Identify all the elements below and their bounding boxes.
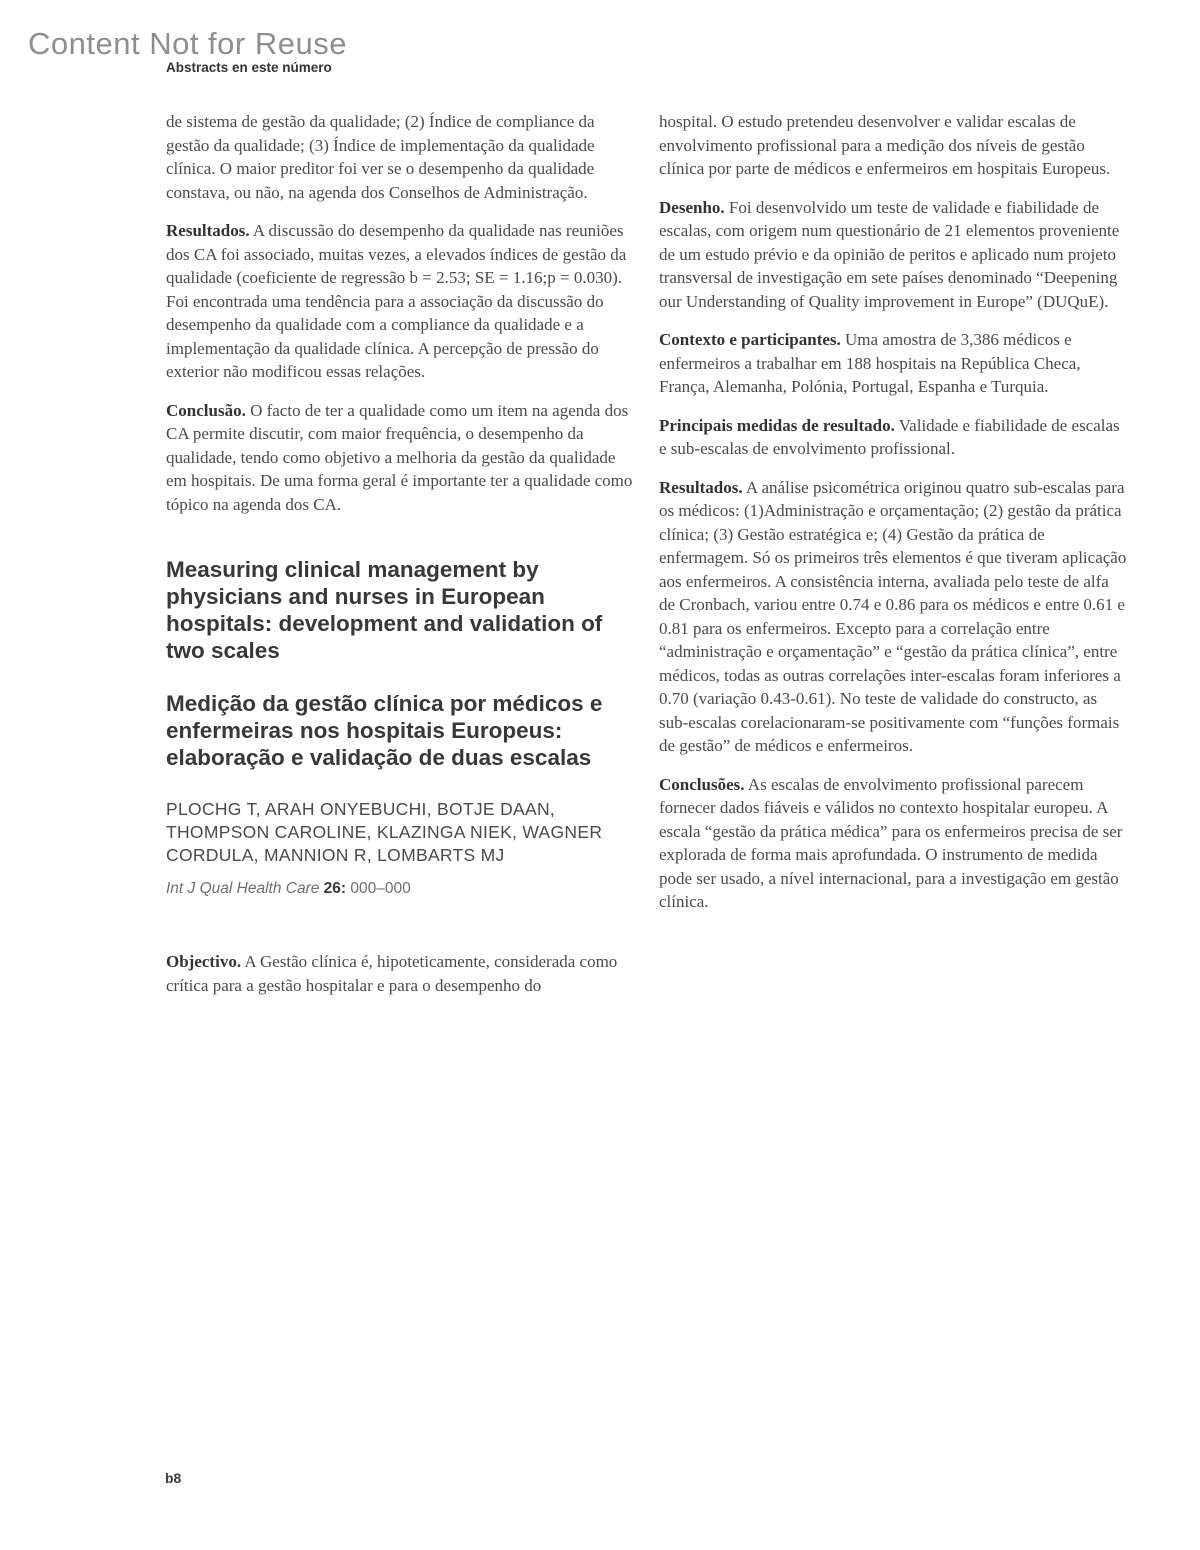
page-number-label: b8 xyxy=(165,1470,182,1486)
left-column xyxy=(166,110,635,997)
content-not-for-reuse-watermark: Content Not for Reuse xyxy=(28,26,347,61)
paragraph-text: O facto de ter a qualidade como um item na agenda dos CA permite discutir, com maior frequência, o desempenho da qualidade, tendo como objetivo a melhoria da gestão da qualidade em hospitais. De uma forma geral é importante ter a qualidade como tópico na agenda dos CA. xyxy=(166,400,633,514)
paragraph-lead: Conclusão. xyxy=(166,400,246,420)
paragraph-text: As escalas de envolvimento profissional parecem fornecer dados fiáveis e válidos no contexto hospitalar europeu. A escala “gestão da prática médica” para os enfermeiros precisa de ser explorada de forma mais aprofundada. O instrumento de medida pode ser usado, a nível internacional, para a investigação em gestão clínica. xyxy=(659,774,1123,911)
paragraph-text: Validade e fiabilidade de escalas e sub-escalas de envolvimento profissional. xyxy=(659,415,1120,458)
paragraph-conclusoes xyxy=(659,773,1128,914)
paragraph-text: hospital. O estudo pretendeu desenvolver e validar escalas de envolvimento profissional para a medição dos níveis de gestão clínica por parte de médicos e enfermeiros em hospitais Europeus. xyxy=(659,112,1111,178)
paragraph-lead: Principais medidas de resultado. xyxy=(659,415,895,435)
paragraph-lead: Objectivo. xyxy=(166,952,242,971)
journal-volume: 26: xyxy=(323,880,347,897)
paragraph-medidas xyxy=(659,414,1128,461)
abstract-columns xyxy=(166,110,1128,997)
paragraph-text: A discussão do desempenho da qualidade nas reuniões dos CA foi associado, muitas vezes, a elevados índices de gestão da qualidade (coeficiente de regressão b = 2.53; SE = 1.16;p = 0.030). Foi encontrada uma tendência para a associação da discussão do desempenho da qualidade com a compliance da qualidade e a implementação da qualidade clínica. A percepção de pressão do exterior não modificou essas relações. xyxy=(166,221,627,381)
author-list: PLOCHG T, ARAH ONYEBUCHI, BOTJE DAAN, THOMPSON CAROLINE, KLAZINGA NIEK, WAGNER CORDULA, MANNION R, LOMBARTS MJ xyxy=(166,799,603,865)
paragraph-continuation xyxy=(166,110,635,204)
journal-name: Int J Qual Health Care xyxy=(166,880,320,897)
paragraph-text: Foi desenvolvido um teste de validade e fiabilidade de escalas, com origem num questionário de 21 elementos proveniente de um estudo prévio e da opinião de peritos e aplicado num projeto transversal de investigação em sete países denominado “Deepening our Understanding of Quality improvement in Europe” (DUQuE). xyxy=(659,197,1120,311)
paragraph-resultados xyxy=(659,476,1128,758)
paragraph-lead: Resultados. xyxy=(659,477,743,497)
right-column xyxy=(659,110,1128,997)
paragraph-lead: Contexto e participantes. xyxy=(659,330,841,349)
paragraph-resultados xyxy=(166,219,635,384)
article-title-portuguese: Medição da gestão clínica por médicos e enfermeiras nos hospitais Europeus: elaboração e validação de duas escalas xyxy=(166,691,603,770)
paragraph-objectivo xyxy=(166,950,635,997)
paragraph-text: A Gestão clínica é, hipoteticamente, considerada como crítica para a gestão hospitalar e para o desempenho do xyxy=(166,952,618,995)
journal-citation xyxy=(166,880,635,898)
paragraph-lead: Conclusões. xyxy=(659,774,745,794)
paragraph-desenho xyxy=(659,196,1128,314)
paragraph-continuation xyxy=(659,110,1128,181)
paragraph-contexto xyxy=(659,328,1128,399)
journal-pages: 000–000 xyxy=(350,880,411,897)
paragraph-text: de sistema de gestão da qualidade; (2) Índice de compliance da gestão da qualidade; (3) Índice de implementação da qualidade clínica. O maior preditor foi ver se o desempenho da qualidade constava, ou não, na agenda dos Conselhos de Administração. xyxy=(166,112,595,202)
paragraph-lead: Resultados. xyxy=(166,221,250,240)
paragraph-conclusao xyxy=(166,399,635,517)
paragraph-text: Uma amostra de 3,386 médicos e enfermeiros a trabalhar em 188 hospitais na República Checa, França, Alemanha, Polónia, Portugal, Espanha e Turquia. xyxy=(659,330,1081,396)
article-title-english: Measuring clinical management by physicians and nurses in European hospitals: development and validation of two scales xyxy=(166,557,603,663)
paragraph-lead: Desenho. xyxy=(659,197,725,217)
abstracts-section-title: Abstracts en este número xyxy=(166,60,332,75)
paragraph-text: A análise psicométrica originou quatro sub-escalas para os médicos: (1)Administração e orçamentação; (2) gestão da prática clínica; (3) Gestão estratégica e; (4) Gestão da prática de enfermagem. Só os primeiros três elementos é que tiveram aplicação aos enfermeiros. A consistência interna, avaliada pelo teste de alfa de Cronbach, variou entre 0.74 e 0.86 para os médicos e entre 0.61 e 0.81 para os enfermeiros. Excepto para a correlação entre “administração e orçamentação” e “gestão da prática clínica”, entre médicos, todas as outras correlações inter-escalas foram inferiores a 0.70 (variação 0.43-0.61). No teste de validade do constructo, as sub-escalas corelacionaram-se positivamente com “funções formais de gestão” de médicos e enfermeiros. xyxy=(659,477,1127,755)
